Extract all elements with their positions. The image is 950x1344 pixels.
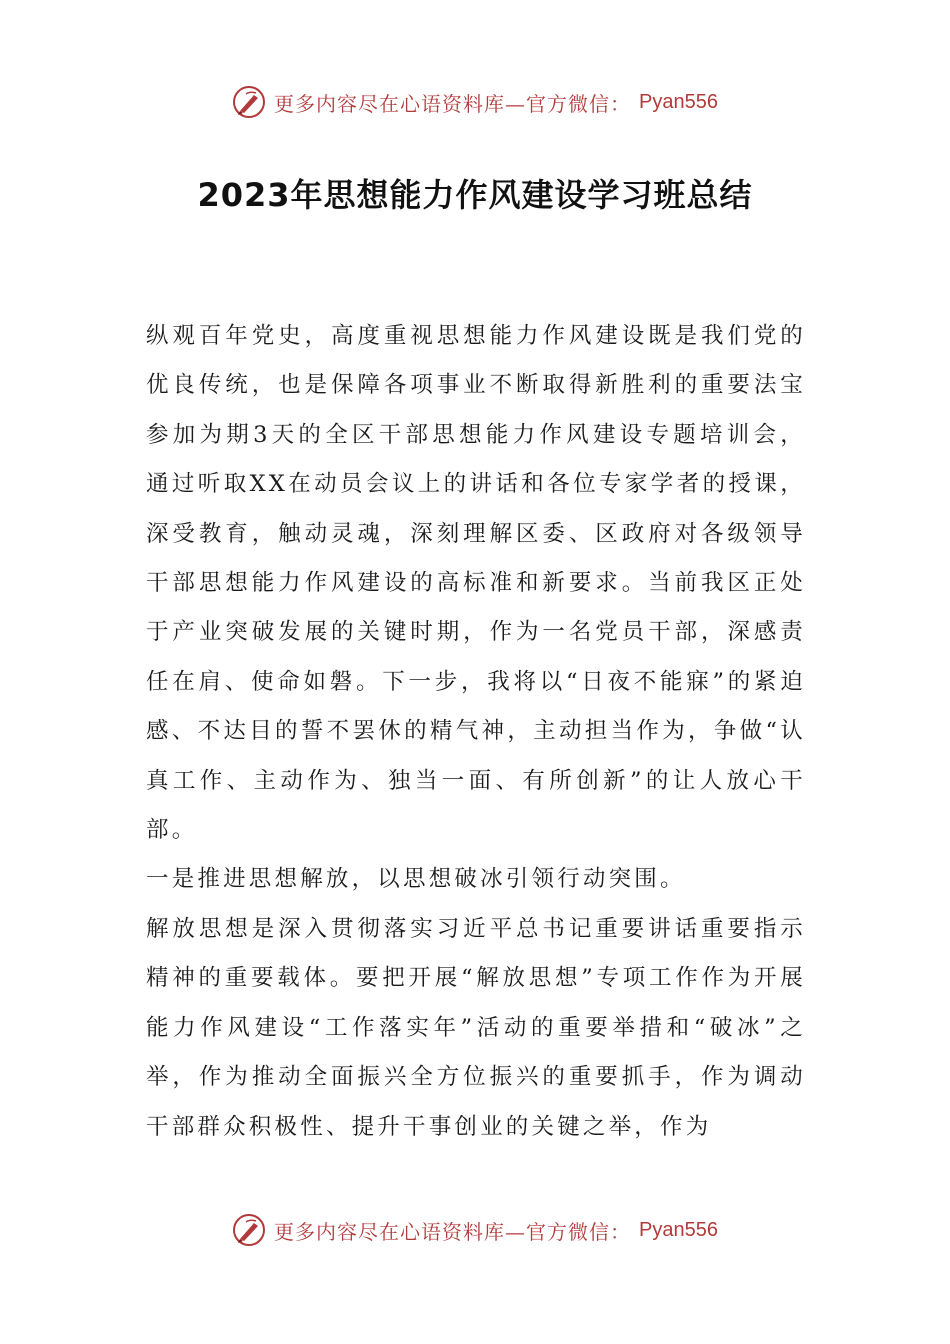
banner-text: 更多内容尽在心语资料库—官方微信： — [274, 91, 632, 116]
footer-banner — [0, 1210, 950, 1250]
banner-wechat-id: Pyan556 — [639, 90, 718, 113]
pen-logo-icon — [232, 1213, 266, 1247]
header-banner — [0, 82, 950, 122]
banner-wechat-id: Pyan556 — [639, 1218, 718, 1241]
document-body — [146, 312, 806, 1152]
paragraph: 解放思想是深入贯彻落实习近平总书记重要讲话重要指示精神的重要载体。要把开展“解放思想”专项工作作为开展能力作风建设“工作落实年”活动的重要举措和“破冰”之举，作为推动全面振兴全方位振兴的重要抓手，作为调动干部群众积极性、提升干事创业的关键之举，作为 — [146, 915, 806, 1140]
document-title: 2023年思想能力作风建设学习班总结 — [197, 176, 753, 214]
paragraph: 纵观百年党史，高度重视思想能力作风建设既是我们党的优良传统，也是保障各项事业不断取得新胜利的重要法宝参加为期3天的全区干部思想能力作风建设专题培训会，通过听取XX在动员会议上的讲话和各位专家学者的授课，深受教育，触动灵魂，深刻理解区委、区政府对各级领导干部思想能力作风建设的高标准和新要求。当前我区正处于产业突破发展的关键时期，作为一名党员干部，深感责任在肩、使命如磐。下一步，我将以“日夜不能寐”的紧迫感、不达目的誓不罢休的精气神，主动担当作为，争做“认真工作、主动作为、独当一面、有所创新”的让人放心干部。 — [146, 323, 806, 844]
pen-logo-icon — [232, 85, 266, 119]
banner-text: 更多内容尽在心语资料库—官方微信： — [274, 1219, 632, 1244]
paragraph: 一是推进思想解放，以思想破冰引领行动突围。 — [146, 866, 686, 893]
